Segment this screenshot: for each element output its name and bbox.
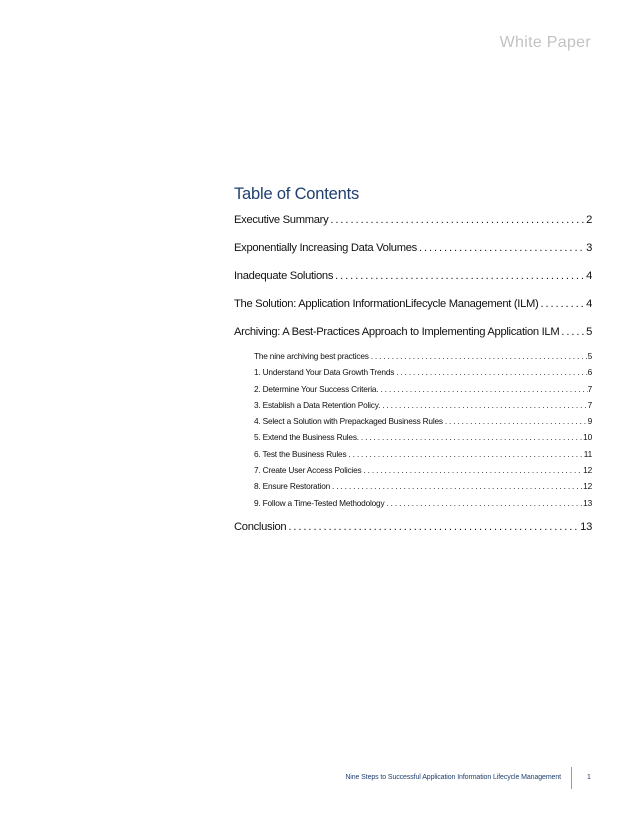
- toc-entry-conclusion[interactable]: [234, 519, 592, 547]
- toc-subentry[interactable]: [234, 497, 592, 513]
- toc-entry-page: 4: [586, 298, 592, 310]
- toc-subentry[interactable]: [234, 383, 592, 399]
- dot-leader: [443, 415, 588, 427]
- document-type-label: White Paper: [499, 34, 591, 51]
- toc-title: Table of Contents: [234, 185, 360, 203]
- toc-subentry-label: The nine archiving best practices: [254, 351, 369, 361]
- footer-divider: [571, 767, 572, 789]
- dot-leader: [394, 366, 587, 378]
- toc-entry-page: 13: [580, 520, 592, 533]
- dot-leader: [328, 212, 585, 228]
- toc-subentry-page: 12: [583, 481, 592, 492]
- dot-leader: [417, 240, 585, 256]
- toc-subentry[interactable]: [234, 480, 592, 496]
- toc-subentry[interactable]: [234, 415, 592, 431]
- toc-subsection-list: [234, 350, 592, 513]
- dot-leader: [286, 519, 579, 535]
- toc-subentry[interactable]: [234, 431, 592, 447]
- toc-subentry-label: 6. Test the Business Rules: [254, 448, 347, 459]
- toc-subentry[interactable]: [234, 350, 592, 366]
- toc-entry-inadequate-solutions[interactable]: [234, 268, 592, 296]
- dot-leader: [330, 480, 583, 492]
- footer-page-number: 1: [587, 774, 591, 781]
- toc-subentry-page: 12: [583, 465, 592, 476]
- toc-entry-page: 2: [586, 214, 592, 226]
- page-footer: [0, 767, 638, 789]
- dot-leader: [538, 296, 585, 312]
- dot-leader: [346, 448, 583, 460]
- toc-subentry-page: 11: [583, 448, 592, 459]
- toc-subentry-label: 7. Create User Access Policies: [254, 465, 362, 476]
- dot-leader: [369, 350, 588, 362]
- toc-subentry-page: 10: [583, 432, 592, 443]
- table-of-contents: [234, 185, 592, 547]
- toc-entry-label: Inadequate Solutions: [234, 270, 334, 282]
- toc-entry-label: Exponentially Increasing Data Volumes: [234, 242, 417, 254]
- dot-leader: [333, 268, 585, 284]
- toc-subentry-label: 9. Follow a Time-Tested Methodology: [254, 497, 385, 508]
- toc-entry-label: Archiving: A Best-Practices Approach to Implementing Application ILM: [234, 326, 560, 338]
- toc-subentry-page: 13: [583, 497, 592, 508]
- toc-entry-label: The Solution: Application InformationLifecycle Management (ILM): [234, 298, 539, 310]
- toc-entry-label: Executive Summary: [234, 214, 329, 226]
- toc-entry-page: 3: [586, 242, 592, 254]
- toc-entry-page: 4: [586, 270, 592, 282]
- toc-entry-data-volumes[interactable]: [234, 240, 592, 268]
- dot-leader: [384, 497, 583, 509]
- toc-entry-page: 5: [586, 326, 592, 338]
- toc-subentry-page: 5: [587, 351, 592, 361]
- toc-subentry-label: 2. Determine Your Success Criteria.: [254, 383, 379, 394]
- toc-entry-ilm-solution[interactable]: [234, 296, 592, 324]
- toc-subentry[interactable]: [234, 399, 592, 415]
- toc-subentry-page: 9: [587, 416, 592, 427]
- dot-leader: [378, 383, 587, 395]
- toc-subentry-label: 5. Extend the Business Rules.: [254, 432, 359, 443]
- toc-entry-executive-summary[interactable]: [234, 212, 592, 240]
- toc-entry-label: Conclusion: [234, 520, 287, 533]
- dot-leader: [359, 431, 583, 443]
- toc-subentry[interactable]: [234, 448, 592, 464]
- toc-subentry-page: 7: [587, 383, 592, 394]
- toc-subentry-label: 3. Establish a Data Retention Policy.: [254, 399, 381, 410]
- toc-subentry-label: 1. Understand Your Data Growth Trends: [254, 367, 395, 378]
- toc-subentry-label: 4. Select a Solution with Prepackaged Business Rules: [254, 416, 443, 427]
- toc-subentry-page: 7: [587, 399, 592, 410]
- toc-subentry[interactable]: [234, 464, 592, 480]
- dot-leader: [380, 399, 587, 411]
- dot-leader: [361, 464, 583, 476]
- dot-leader: [559, 324, 585, 340]
- toc-subentry-page: 6: [587, 367, 592, 378]
- toc-subentry[interactable]: [234, 366, 592, 382]
- toc-subentry-label: 8. Ensure Restoration: [254, 481, 331, 492]
- footer-document-title: Nine Steps to Successful Application Information Lifecycle Management: [345, 774, 561, 781]
- toc-entry-archiving[interactable]: [234, 324, 592, 352]
